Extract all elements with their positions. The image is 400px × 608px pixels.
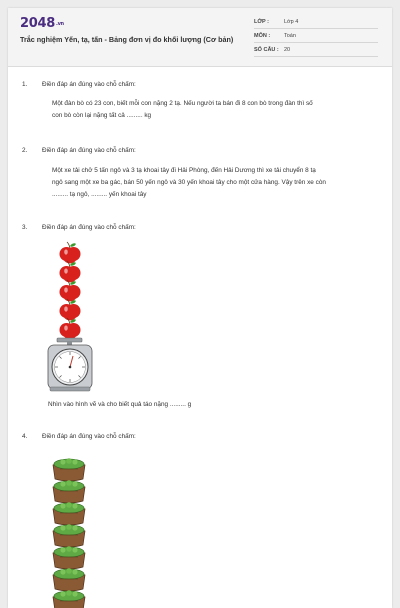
question-instruction: Điền đáp án đúng vào chỗ chấm: (42, 433, 136, 440)
question-number: 3. (22, 224, 28, 231)
stacked-sacks-image (48, 452, 90, 608)
site-logo[interactable] (20, 16, 64, 31)
apple-icon (60, 299, 81, 320)
question-1-text (52, 98, 372, 122)
question-line: Một đàn bò có 23 con, biết mỗi con nặng 2 tạ. Nếu người ta bán đi 8 con bò trong đàn thì số (52, 100, 313, 107)
apple-icon (60, 261, 81, 282)
sack-icon (53, 568, 85, 591)
logo-domain: .vn (55, 20, 64, 27)
question-instruction: Điền đáp án đúng vào chỗ chấm: (42, 224, 136, 231)
sack-icon (53, 480, 85, 503)
worksheet-header (8, 8, 392, 67)
meta-count (254, 44, 378, 57)
apples-on-scale-drawing (42, 241, 102, 395)
meta-grade (254, 16, 378, 29)
meta-subject (254, 30, 378, 43)
question-line: con bò còn lại nặng tất cả ......... kg (52, 112, 152, 119)
apple-icon (60, 318, 81, 339)
sack-stack (53, 458, 85, 608)
apple-icon (60, 280, 81, 301)
sack-icon (53, 524, 85, 547)
question-2-text (52, 165, 372, 201)
sack-icon (53, 458, 85, 481)
question-instruction: Điền đáp án đúng vào chỗ chấm: (42, 147, 136, 154)
meta-grade-value: Lớp 4 (284, 19, 299, 25)
apples-on-scale-image (42, 241, 102, 395)
sack-icon (53, 502, 85, 525)
apple-icon (60, 242, 81, 263)
question-number: 2. (22, 147, 28, 154)
meta-grade-label: LỚP : (254, 19, 269, 25)
worksheet-page (8, 8, 392, 608)
sack-icon (53, 590, 85, 608)
question-line: ......... tạ ngô, ......... yến khoai tây (52, 191, 147, 198)
question-3-caption: Nhìn vào hình vẽ và cho biết quả táo nặng ......... g (48, 401, 192, 408)
logo-main: 2048 (20, 16, 55, 31)
question-instruction: Điền đáp án đúng vào chỗ chấm: (42, 81, 136, 88)
sack-icon (53, 546, 85, 569)
meta-subject-label: MÔN : (254, 33, 271, 39)
stacked-sacks-drawing (48, 452, 90, 608)
kitchen-scale (48, 338, 92, 391)
worksheet-title: Trắc nghiệm Yến, tạ, tấn - Bảng đơn vị đo khối lượng (Cơ bản) (20, 35, 234, 44)
meta-count-label: SỐ CÂU : (254, 47, 279, 53)
question-number: 1. (22, 81, 28, 88)
meta-count-value: 20 (284, 47, 291, 53)
question-number: 4. (22, 433, 28, 440)
meta-subject-value: Toán (284, 33, 296, 39)
apple-stack (60, 242, 81, 339)
question-line: Một xe tải chở 5 tấn ngô và 3 tạ khoai tây đi Hải Phòng, đến Hải Dương thì xe tải chuyển 8 tạ (52, 167, 316, 174)
question-line: ngô sang một xe ba gác, bán 50 yến ngô và 30 yến khoai tây cho một cửa hàng. Vậy trên xe còn (52, 179, 326, 186)
